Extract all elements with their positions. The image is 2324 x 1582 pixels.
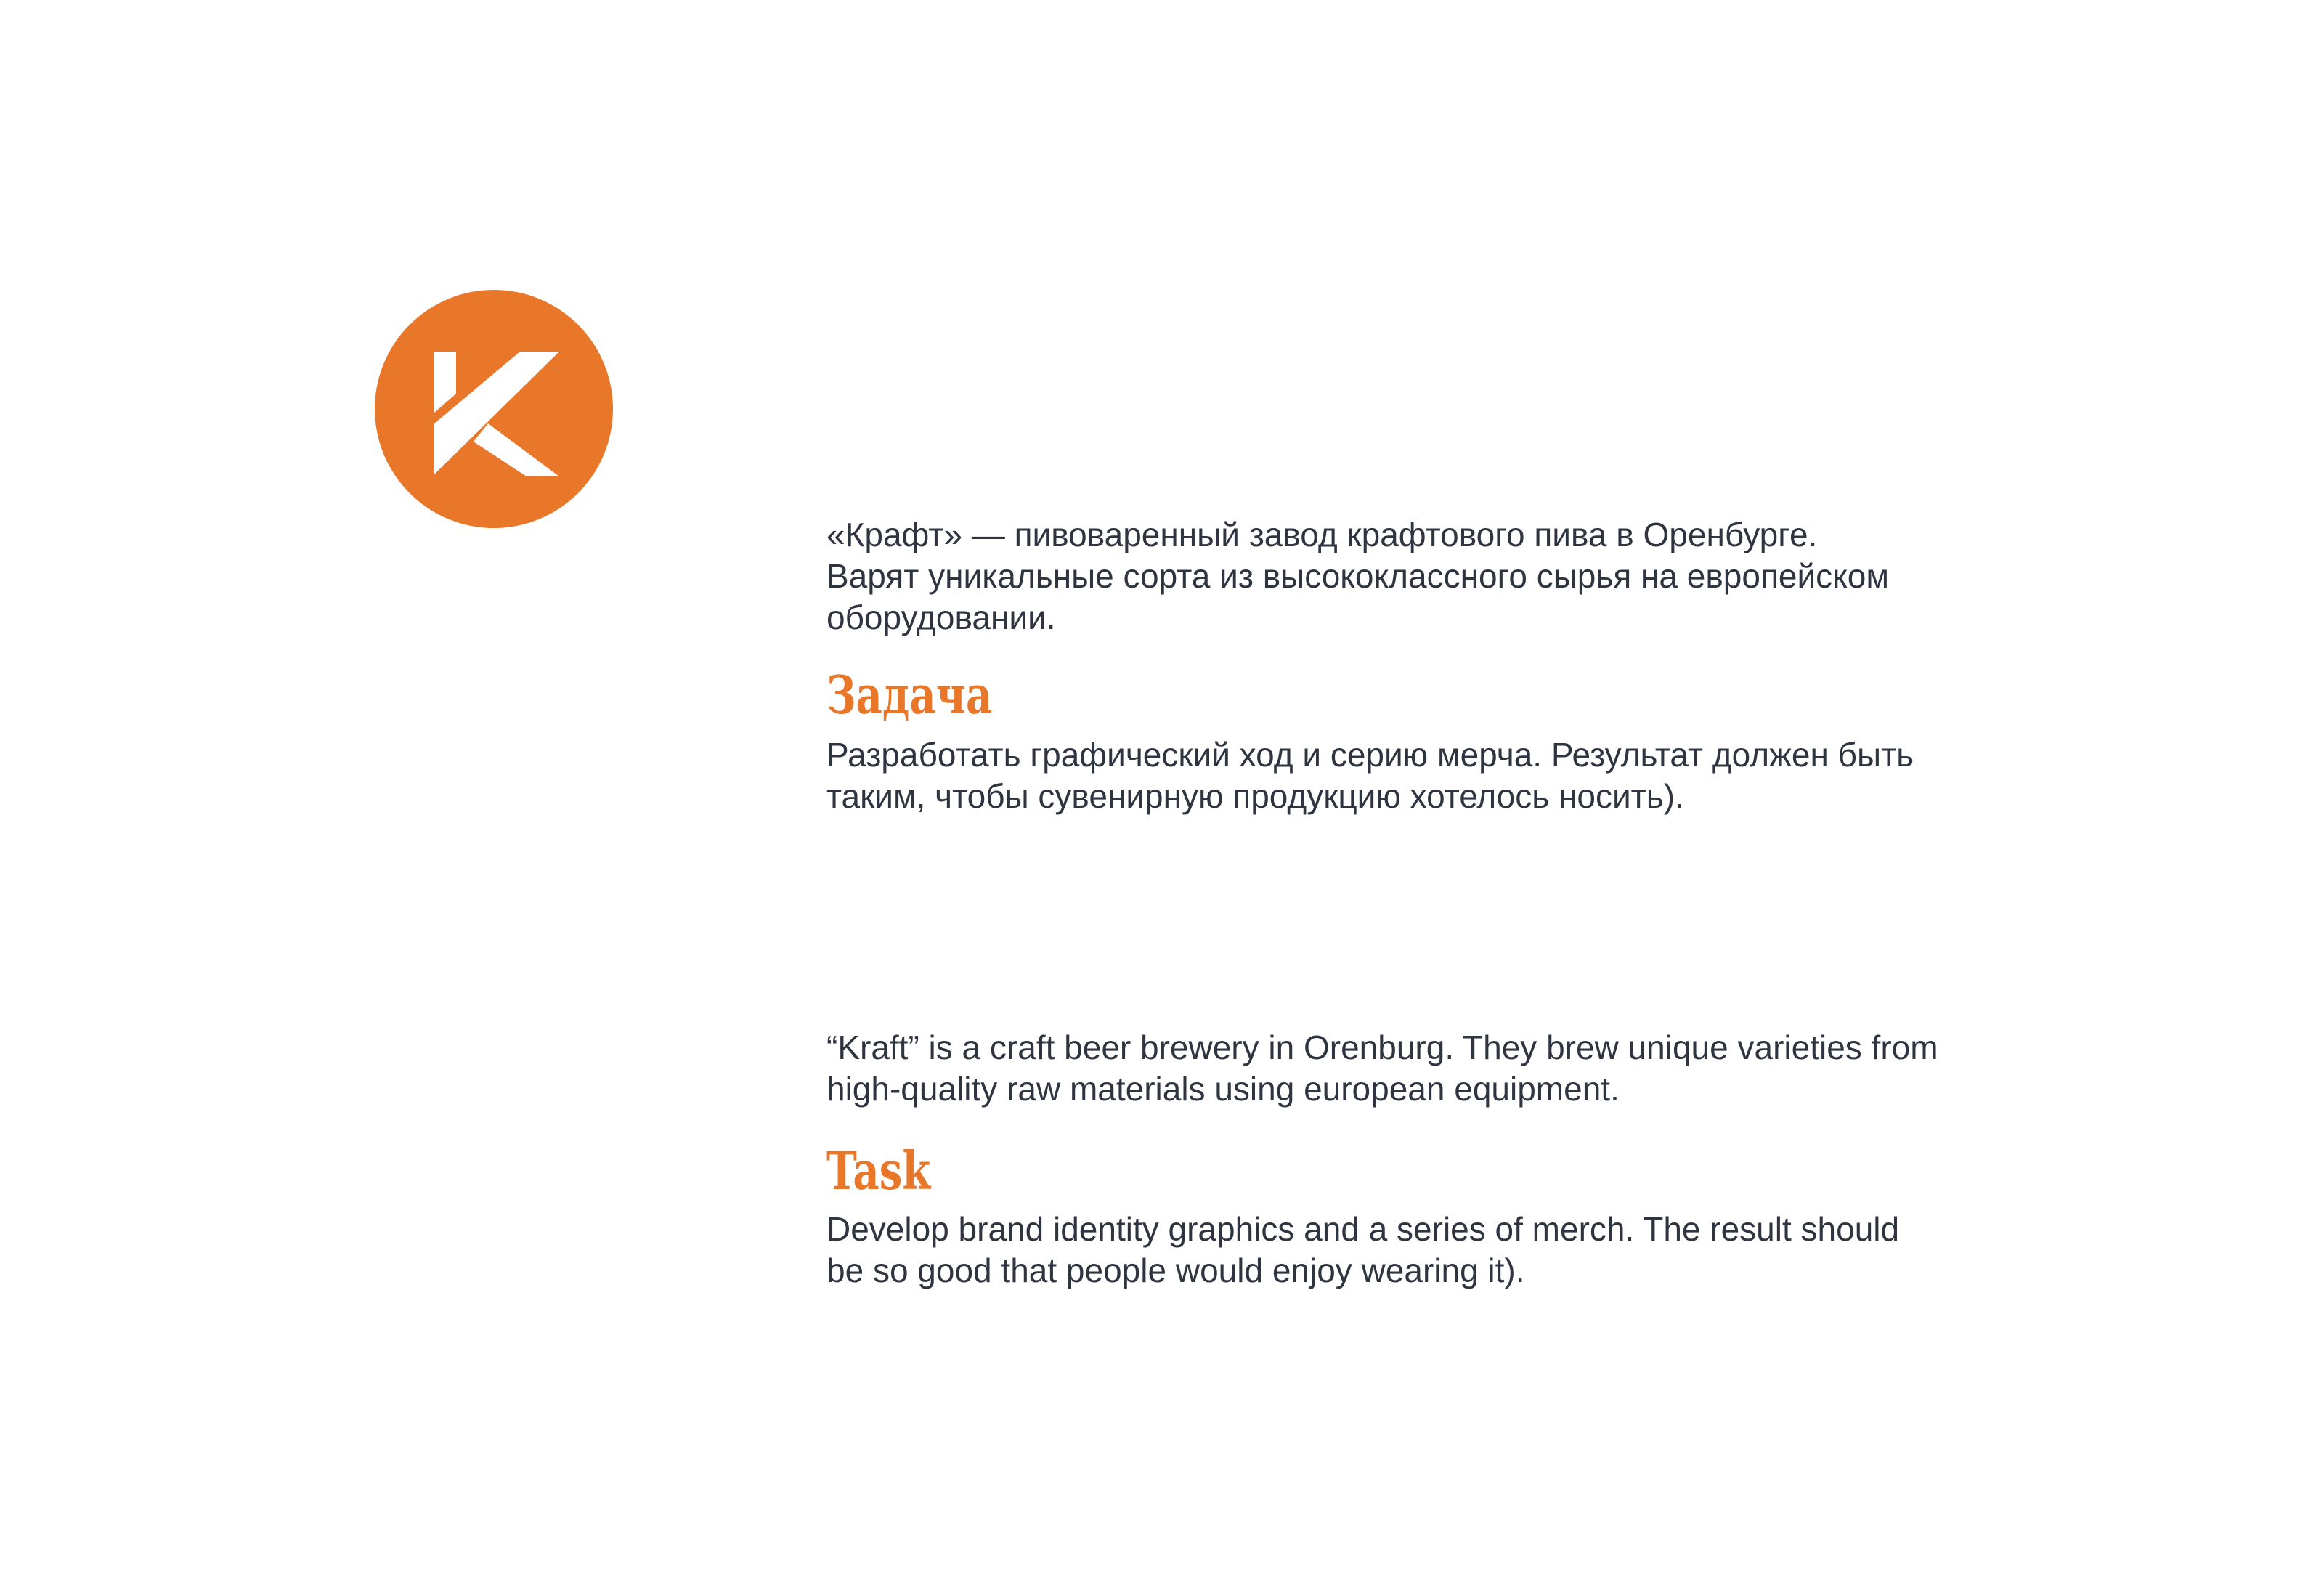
english-task-line: be so good that people would enjoy wearing it). bbox=[826, 1252, 1525, 1289]
russian-task-line: таким, чтобы сувенирную продукцию хотелось носить). bbox=[826, 777, 1684, 815]
english-task-text bbox=[826, 1209, 2018, 1291]
russian-task-line: Разработать графический ход и серию мерча. Результат должен быть bbox=[826, 736, 1914, 774]
english-task-heading: Task bbox=[826, 1140, 931, 1201]
russian-intro bbox=[826, 514, 2018, 638]
english-intro-line: “Kraft” is a craft beer brewery in Orenburg. They brew unique varieties from bbox=[826, 1029, 1938, 1066]
russian-intro-line: Варят уникальные сорта из высококлассного сырья на европейском bbox=[826, 557, 1889, 595]
russian-task-text bbox=[826, 734, 2018, 817]
english-intro bbox=[826, 1027, 2018, 1110]
russian-description bbox=[826, 514, 2018, 817]
english-intro-line: high-quality raw materials using european equipment. bbox=[826, 1070, 1620, 1108]
russian-intro-line: «Крафт» — пивоваренный завод крафтового пива в Оренбурге. bbox=[826, 516, 1818, 553]
russian-intro-line: оборудовании. bbox=[826, 599, 1056, 636]
kraft-logo bbox=[375, 290, 613, 528]
english-task-line: Develop brand identity graphics and a series of merch. The result should bbox=[826, 1210, 1900, 1248]
english-description bbox=[826, 1027, 2018, 1291]
kraft-k-logo-icon bbox=[375, 290, 613, 528]
russian-task-heading: Задача bbox=[826, 664, 993, 726]
